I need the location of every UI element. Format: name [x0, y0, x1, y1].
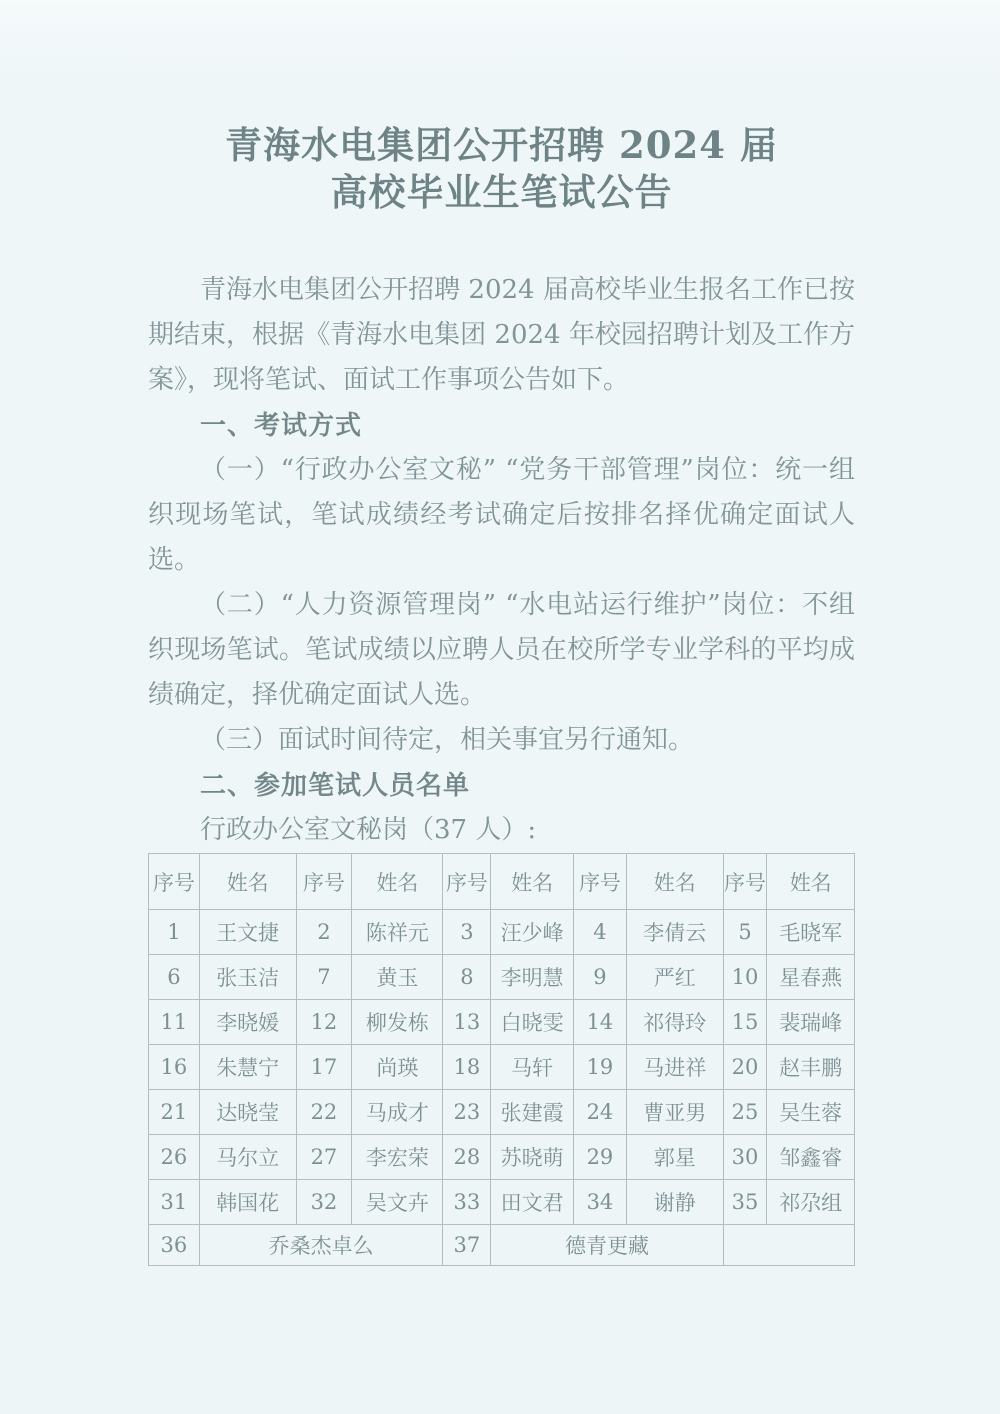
name-cell: 马进祥 — [626, 1045, 723, 1090]
name-cell: 苏晓萌 — [491, 1135, 574, 1180]
name-cell: 张建霞 — [491, 1090, 574, 1135]
seq-cell: 31 — [149, 1180, 200, 1225]
name-cell: 李宏荣 — [352, 1135, 443, 1180]
seq-cell: 37 — [443, 1225, 491, 1266]
name-cell: 汪少峰 — [491, 910, 574, 955]
seq-cell: 27 — [296, 1135, 352, 1180]
name-cell: 马成才 — [352, 1090, 443, 1135]
seq-cell: 22 — [296, 1090, 352, 1135]
seq-cell: 12 — [296, 1000, 352, 1045]
name-cell: 郭星 — [626, 1135, 723, 1180]
seq-cell: 21 — [149, 1090, 200, 1135]
seq-cell: 18 — [443, 1045, 491, 1090]
seq-cell: 2 — [296, 910, 352, 955]
name-cell: 马轩 — [491, 1045, 574, 1090]
seq-cell: 6 — [149, 955, 200, 1000]
name-cell: 李明慧 — [491, 955, 574, 1000]
table-row — [149, 1135, 855, 1180]
table-row — [149, 1045, 855, 1090]
table-row — [149, 1000, 855, 1045]
name-cell: 黄玉 — [352, 955, 443, 1000]
seq-cell: 10 — [723, 955, 767, 1000]
seq-cell: 29 — [573, 1135, 626, 1180]
name-cell: 赵丰鹏 — [767, 1045, 855, 1090]
col-header-seq: 序号 — [296, 854, 352, 910]
name-cell: 毛晓军 — [767, 910, 855, 955]
section-2-heading: 二、参加笔试人员名单 — [200, 770, 471, 800]
name-cell: 曹亚男 — [626, 1090, 723, 1135]
name-cell: 王文捷 — [199, 910, 296, 955]
name-cell: 田文君 — [491, 1180, 574, 1225]
seq-cell: 28 — [443, 1135, 491, 1180]
table-row — [149, 910, 855, 955]
table-row — [149, 1180, 855, 1225]
table-row-merged — [149, 1225, 855, 1266]
seq-cell: 19 — [573, 1045, 626, 1090]
name-cell-merged: 乔桑杰卓么 — [199, 1225, 443, 1266]
empty-cell — [723, 1225, 854, 1266]
name-cell: 陈祥元 — [352, 910, 443, 955]
seq-cell: 36 — [149, 1225, 200, 1266]
col-header-name: 姓名 — [767, 854, 855, 910]
seq-cell: 11 — [149, 1000, 200, 1045]
name-cell: 李晓媛 — [199, 1000, 296, 1045]
seq-cell: 35 — [723, 1180, 767, 1225]
name-cell: 祁尕组 — [767, 1180, 855, 1225]
name-cell: 柳发栋 — [352, 1000, 443, 1045]
name-cell: 祁得玲 — [626, 1000, 723, 1045]
name-cell: 严红 — [626, 955, 723, 1000]
seq-cell: 26 — [149, 1135, 200, 1180]
name-cell: 谢静 — [626, 1180, 723, 1225]
name-cell: 吴生蓉 — [767, 1090, 855, 1135]
title-line-1: 青海水电集团公开招聘 2024 届 — [225, 123, 778, 167]
seq-cell: 15 — [723, 1000, 767, 1045]
col-header-name: 姓名 — [352, 854, 443, 910]
seq-cell: 1 — [149, 910, 200, 955]
intro-paragraph: 青海水电集团公开招聘 2024 届高校毕业生报名工作已按期结束，根据《青海水电集团 2024 年校园招聘计划及工作方案》，现将笔试、面试工作事项公告如下。 — [148, 275, 855, 395]
seq-cell: 17 — [296, 1045, 352, 1090]
seq-cell: 5 — [723, 910, 767, 955]
seq-cell: 20 — [723, 1045, 767, 1090]
seq-cell: 16 — [149, 1045, 200, 1090]
seq-cell: 32 — [296, 1180, 352, 1225]
col-header-seq: 序号 — [443, 854, 491, 910]
roster-title: 行政办公室文秘岗（37 人）: — [200, 815, 537, 845]
name-cell: 韩国花 — [199, 1180, 296, 1225]
section-1-heading: 一、考试方式 — [200, 410, 363, 440]
name-cell: 李倩云 — [626, 910, 723, 955]
table-header-row — [149, 854, 855, 910]
name-cell: 星春燕 — [767, 955, 855, 1000]
col-header-name: 姓名 — [199, 854, 296, 910]
seq-cell: 34 — [573, 1180, 626, 1225]
seq-cell: 7 — [296, 955, 352, 1000]
table-row — [149, 955, 855, 1000]
page-title — [148, 122, 855, 216]
seq-cell: 24 — [573, 1090, 626, 1135]
seq-cell: 8 — [443, 955, 491, 1000]
roster-table — [148, 853, 855, 1266]
exam-item-3: （三）面试时间待定，相关事宜另行通知。 — [200, 725, 695, 755]
col-header-name: 姓名 — [626, 854, 723, 910]
seq-cell: 23 — [443, 1090, 491, 1135]
name-cell: 吴文卉 — [352, 1180, 443, 1225]
seq-cell: 14 — [573, 1000, 626, 1045]
name-cell: 白晓雯 — [491, 1000, 574, 1045]
col-header-seq: 序号 — [723, 854, 767, 910]
seq-cell: 9 — [573, 955, 626, 1000]
name-cell: 朱慧宁 — [199, 1045, 296, 1090]
exam-item-2: （二）“人力资源管理岗” “水电站运行维护”岗位：不组织现场笔试。笔试成绩以应聘人员在校所学专业学科的平均成绩确定，择优确定面试人选。 — [148, 590, 855, 710]
name-cell: 邹鑫睿 — [767, 1135, 855, 1180]
seq-cell: 25 — [723, 1090, 767, 1135]
seq-cell: 4 — [573, 910, 626, 955]
name-cell: 达晓莹 — [199, 1090, 296, 1135]
table-row — [149, 1090, 855, 1135]
col-header-seq: 序号 — [573, 854, 626, 910]
name-cell: 裴瑞峰 — [767, 1000, 855, 1045]
col-header-name: 姓名 — [491, 854, 574, 910]
seq-cell: 3 — [443, 910, 491, 955]
name-cell: 马尔立 — [199, 1135, 296, 1180]
col-header-seq: 序号 — [149, 854, 200, 910]
seq-cell: 30 — [723, 1135, 767, 1180]
seq-cell: 13 — [443, 1000, 491, 1045]
title-line-2: 高校毕业生笔试公告 — [330, 170, 673, 214]
name-cell: 张玉洁 — [199, 955, 296, 1000]
seq-cell: 33 — [443, 1180, 491, 1225]
name-cell-merged: 德青更藏 — [491, 1225, 723, 1266]
name-cell: 尚瑛 — [352, 1045, 443, 1090]
exam-item-1: （一）“行政办公室文秘” “党务干部管理”岗位：统一组织现场笔试，笔试成绩经考试确定后按排名择优确定面试人选。 — [148, 455, 855, 575]
